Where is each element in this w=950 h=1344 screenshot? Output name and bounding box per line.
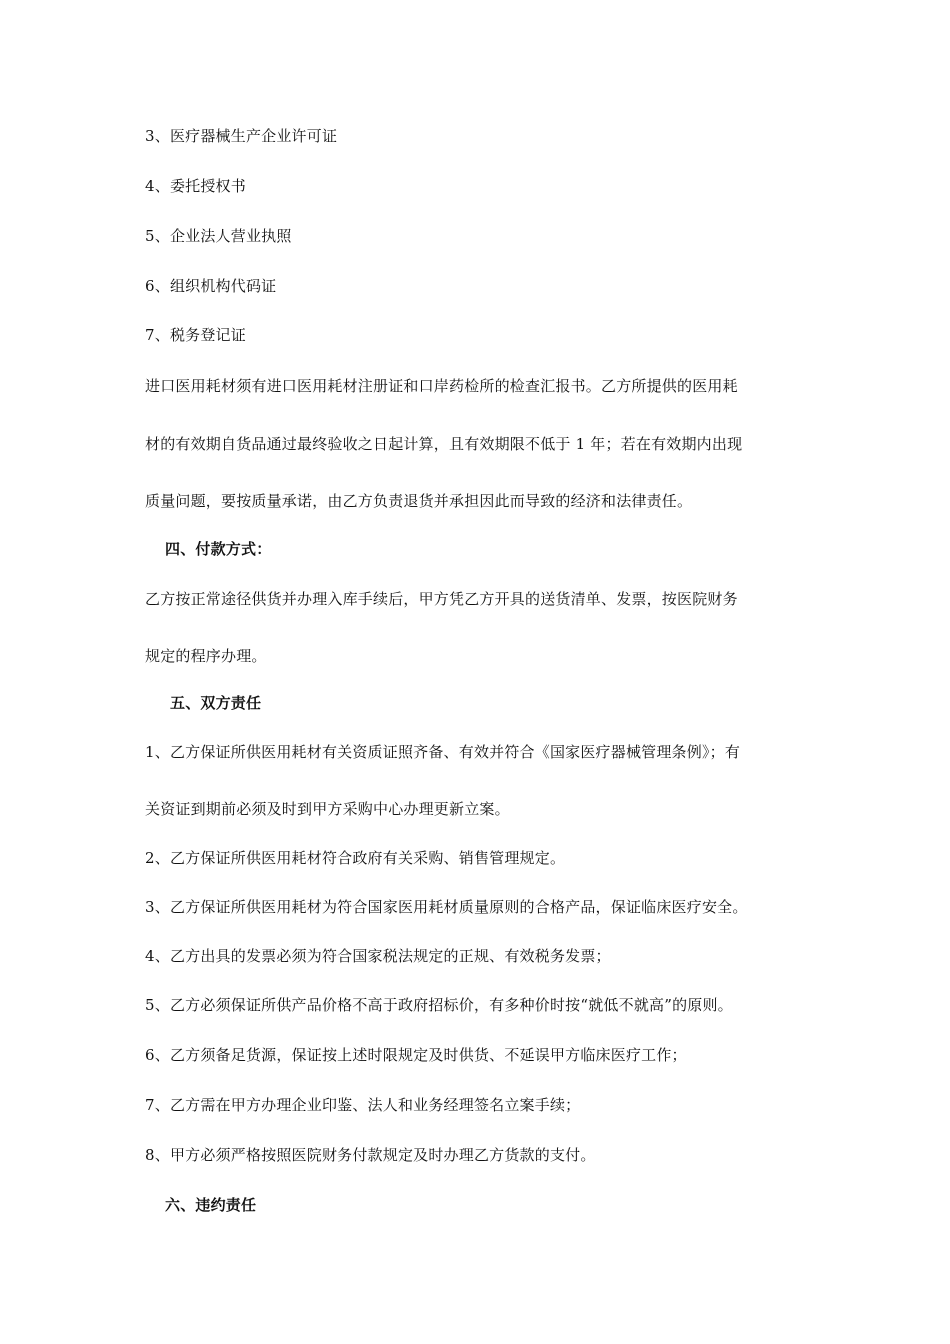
list-item-org-code: 6、组织机构代码证: [145, 277, 277, 295]
responsibility-line: 8、甲方必须严格按照医院财务付款规定及时办理乙方货款的支付。: [145, 1146, 596, 1164]
payment-paragraph-line: 规定的程序办理。: [145, 647, 267, 665]
responsibility-line: 2、乙方保证所供医用耗材符合政府有关采购、销售管理规定。: [145, 849, 566, 867]
responsibility-line: 4、乙方出具的发票必须为符合国家税法规定的正规、有效税务发票；: [145, 947, 611, 965]
responsibility-line: 7、乙方需在甲方办理企业印鉴、法人和业务经理签名立案手续；: [145, 1096, 581, 1114]
list-item-authorization: 4、委托授权书: [145, 177, 246, 195]
responsibility-line: 关资证到期前必须及时到甲方采购中心办理更新立案。: [145, 800, 510, 818]
responsibility-line: 6、乙方须备足货源，保证按上述时限规定及时供货、不延误甲方临床医疗工作；: [145, 1046, 687, 1064]
section-heading-payment: 四、付款方式：: [165, 540, 272, 558]
import-paragraph-line: 质量问题，要按质量承诺，由乙方负责退货并承担因此而导致的经济和法律责任。: [145, 492, 693, 510]
list-item-permit: 3、医疗器械生产企业许可证: [145, 127, 338, 145]
import-paragraph-line: 进口医用耗材须有进口医用耗材注册证和口岸药检所的检查汇报书。乙方所提供的医用耗: [145, 377, 738, 395]
list-item-tax-registration: 7、税务登记证: [145, 326, 246, 344]
list-item-business-license: 5、企业法人营业执照: [145, 227, 292, 245]
section-heading-responsibilities: 五、双方责任: [170, 694, 262, 712]
responsibility-line: 3、乙方保证所供医用耗材为符合国家医用耗材质量原则的合格产品，保证临床医疗安全。: [145, 898, 748, 916]
responsibility-line: 1、乙方保证所供医用耗材有关资质证照齐备、有效并符合《国家医疗器械管理条例》；有: [145, 743, 741, 761]
import-paragraph-line: 材的有效期自货品通过最终验收之日起计算，且有效期限不低于 1 年；若在有效期内出现: [145, 435, 743, 453]
section-heading-breach: 六、违约责任: [165, 1196, 257, 1214]
responsibility-line: 5、乙方必须保证所供产品价格不高于政府招标价，有多种价时按“就低不就高”的原则。: [145, 996, 733, 1014]
payment-paragraph-line: 乙方按正常途径供货并办理入库手续后，甲方凭乙方开具的送货清单、发票，按医院财务: [145, 590, 738, 608]
